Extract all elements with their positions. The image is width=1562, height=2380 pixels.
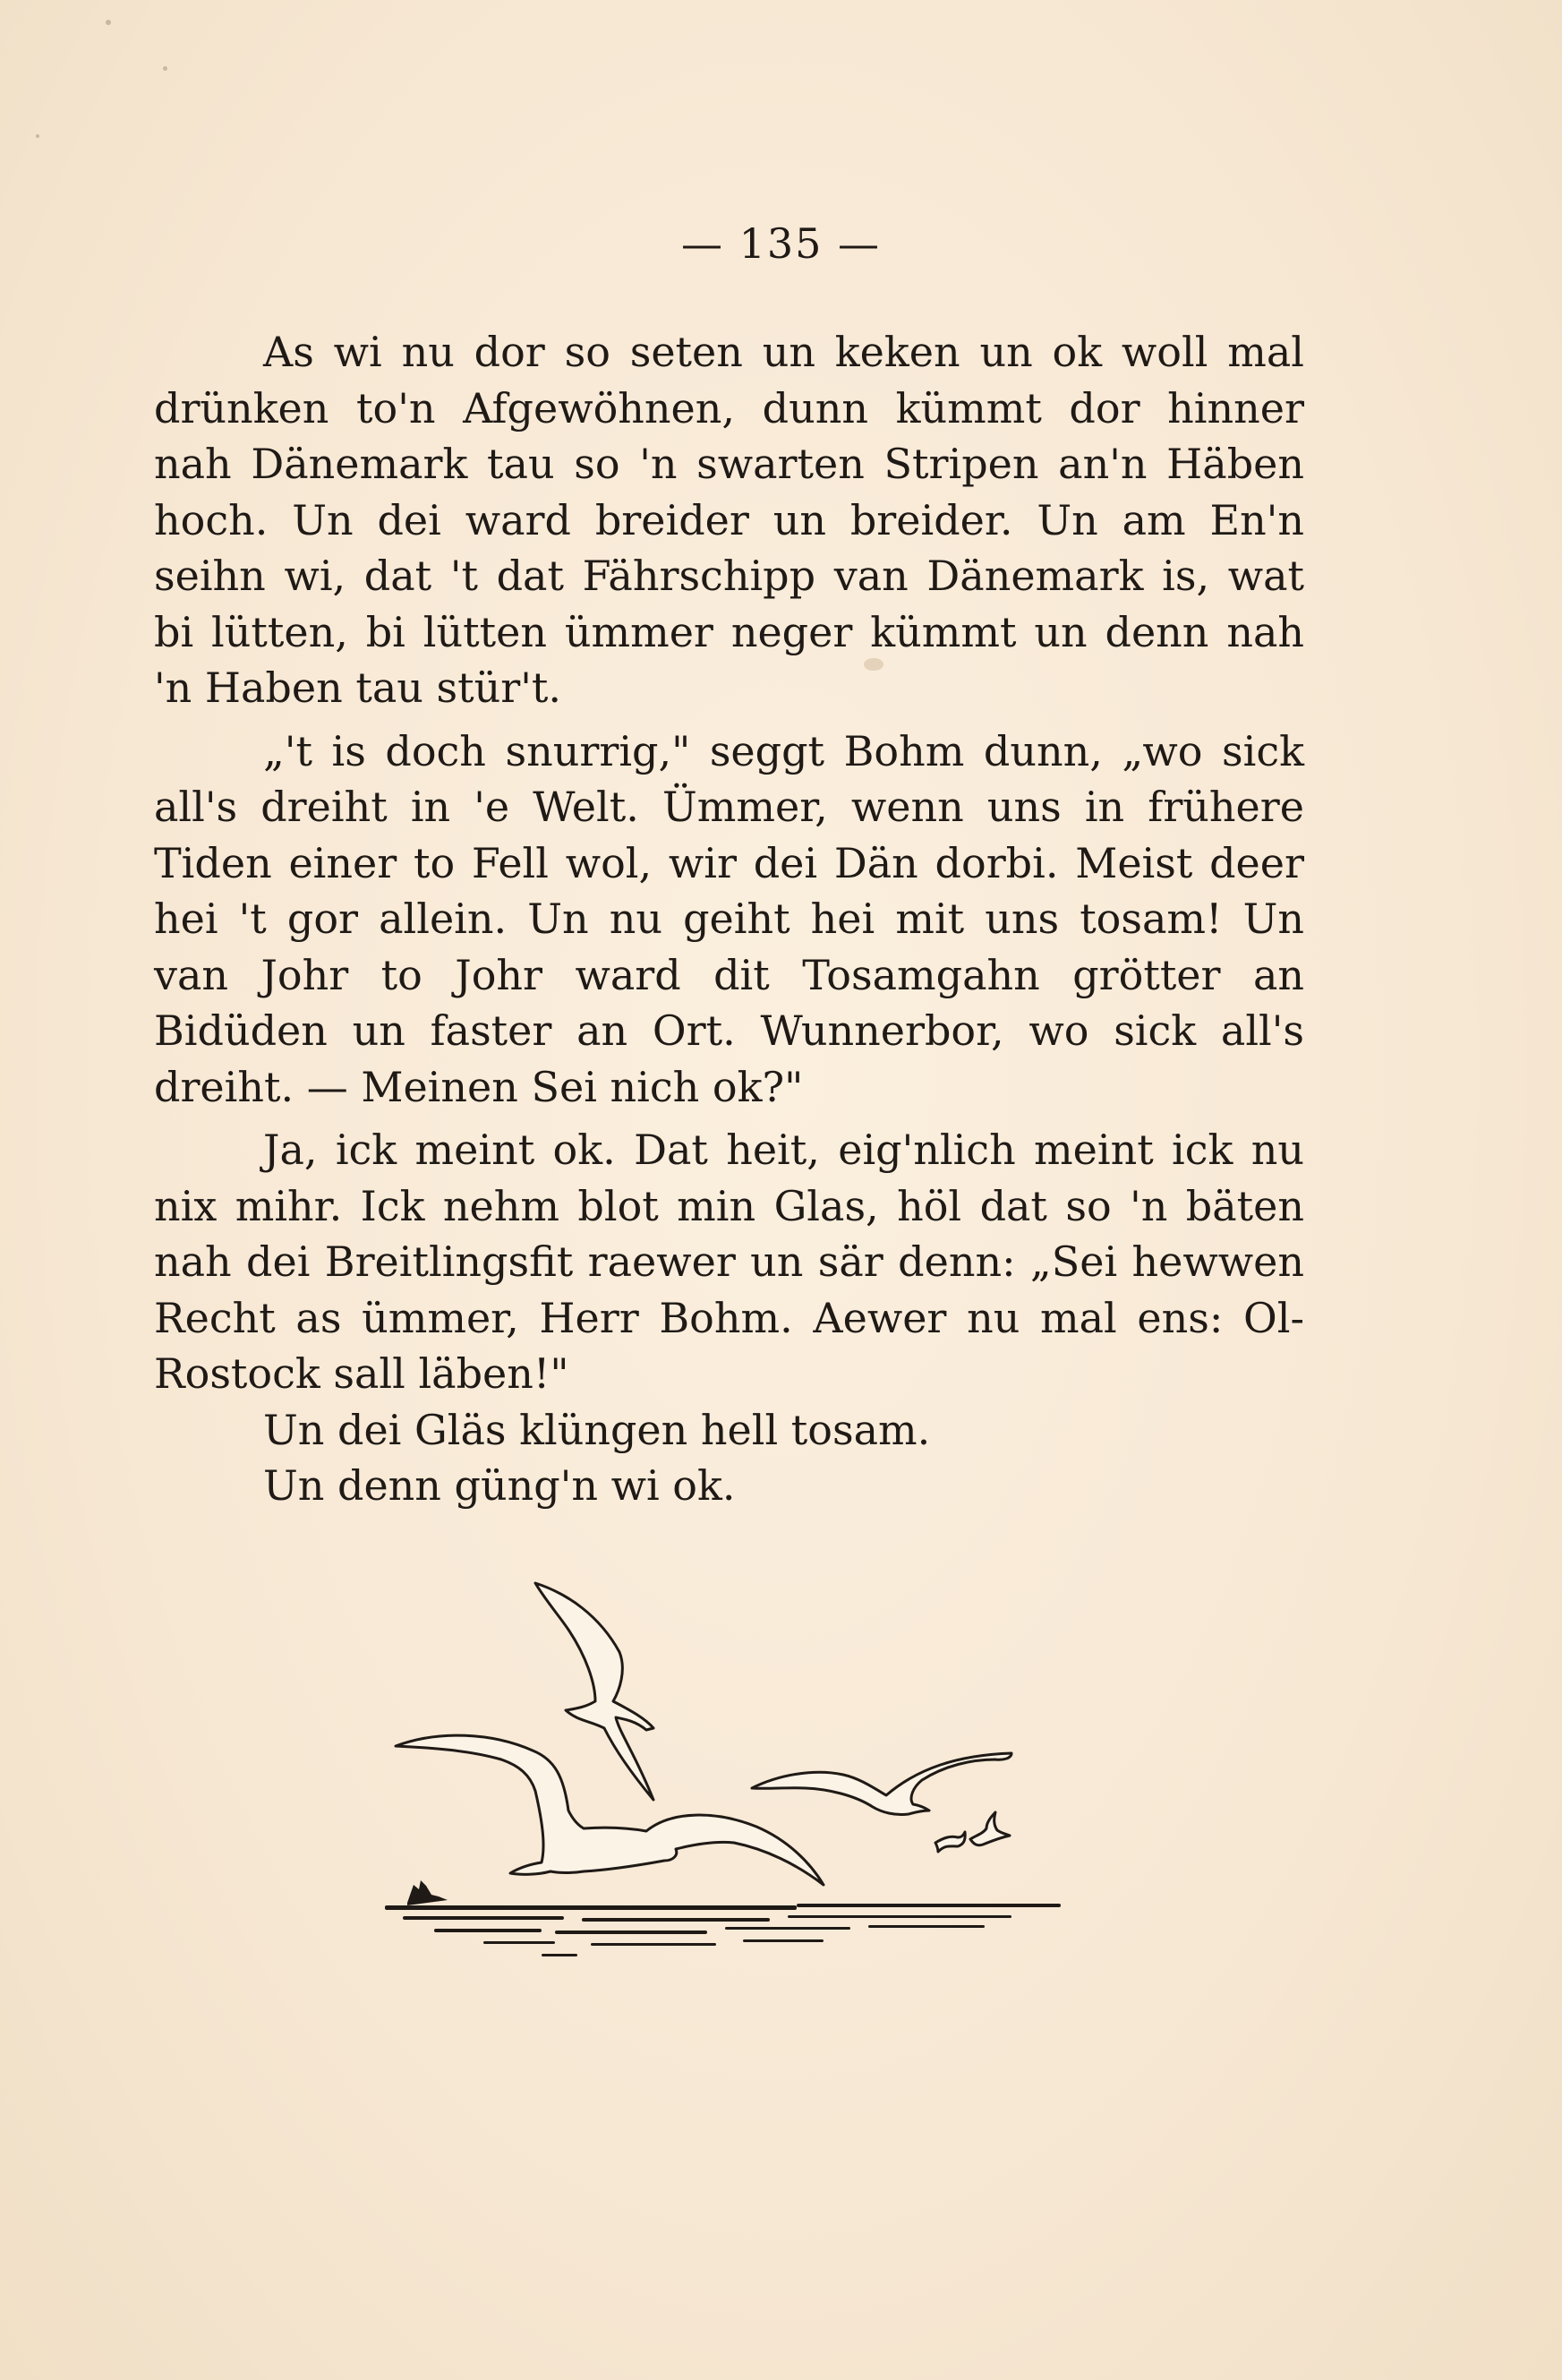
paragraph-3: Ja, ick meint ok. Dat heit, eig'nlich meint ick nu nix mihr. Ick nehm blot min Glas, höl dat so 'n bäten nah dei Breitlingsfit raewer un sär denn: „Sei hewwen Recht as ümmer, Herr Bohm. Aewer nu mal ens: Ol-Rostock sall läben!": [154, 1126, 1304, 1398]
paragraph-2: „'t is doch snurrig," seggt Bohm dunn, „wo sick all's dreiht in 'e Welt. Ümmer, wenn uns in frühere Tiden einer to Fell wol, wir dei Dän dorbi. Meist deer hei 't gor allein. Un nu geiht hei mit uns tosam! Un van Johr to Johr ward dit Tosamgahn grötter an Bidüden un faster an Ort. Wunnerbor, wo sick all's dreiht. — Meinen Sei nich ok?": [154, 726, 1304, 1111]
paper-speck: [106, 20, 111, 25]
paragraph-1: As wi nu dor so seten un keken un ok woll mal drünken to'n Afgewöhnen, dunn kümmt dor hinner nah Dänemark tau so 'n swarten Stripen an'n Häben hoch. Un dei ward breider un breider. Un am En'n seihn wi, dat 't dat Fährschipp van Dänemark is, wat bi lütten, bi lütten ümmer neger kümmt un denn nah 'n Haben tau stür't.: [154, 328, 1304, 712]
water-ripple: [725, 1927, 850, 1930]
rock: [407, 1880, 448, 1905]
seagulls-illustration: [385, 1576, 1101, 1961]
page-number: — 135 —: [680, 219, 882, 268]
water-ripple: [403, 1916, 564, 1920]
seagull-distant-1: [935, 1832, 965, 1852]
paragraph-4: Un dei Gläs klüngen hell tosam.: [263, 1405, 931, 1454]
body-text: [154, 324, 1304, 1514]
paragraph-5: Un denn güng'n wi ok.: [263, 1461, 736, 1510]
seagull-large: [396, 1735, 824, 1885]
water-ripple: [788, 1915, 1011, 1918]
water-ripple: [483, 1941, 555, 1944]
water-ripple: [542, 1954, 577, 1956]
paper-speck: [36, 134, 39, 138]
water-ripple: [555, 1931, 707, 1934]
water-ripple: [434, 1929, 542, 1932]
water-ripple: [591, 1943, 716, 1946]
seagull-distant-2: [970, 1812, 1010, 1845]
seagull-right: [752, 1753, 1011, 1815]
water-ripple: [868, 1925, 985, 1928]
water-ripple: [582, 1918, 770, 1922]
water-line: [797, 1904, 1061, 1907]
water-line: [385, 1905, 797, 1910]
paper-speck: [163, 66, 167, 71]
water-ripple: [743, 1939, 824, 1942]
